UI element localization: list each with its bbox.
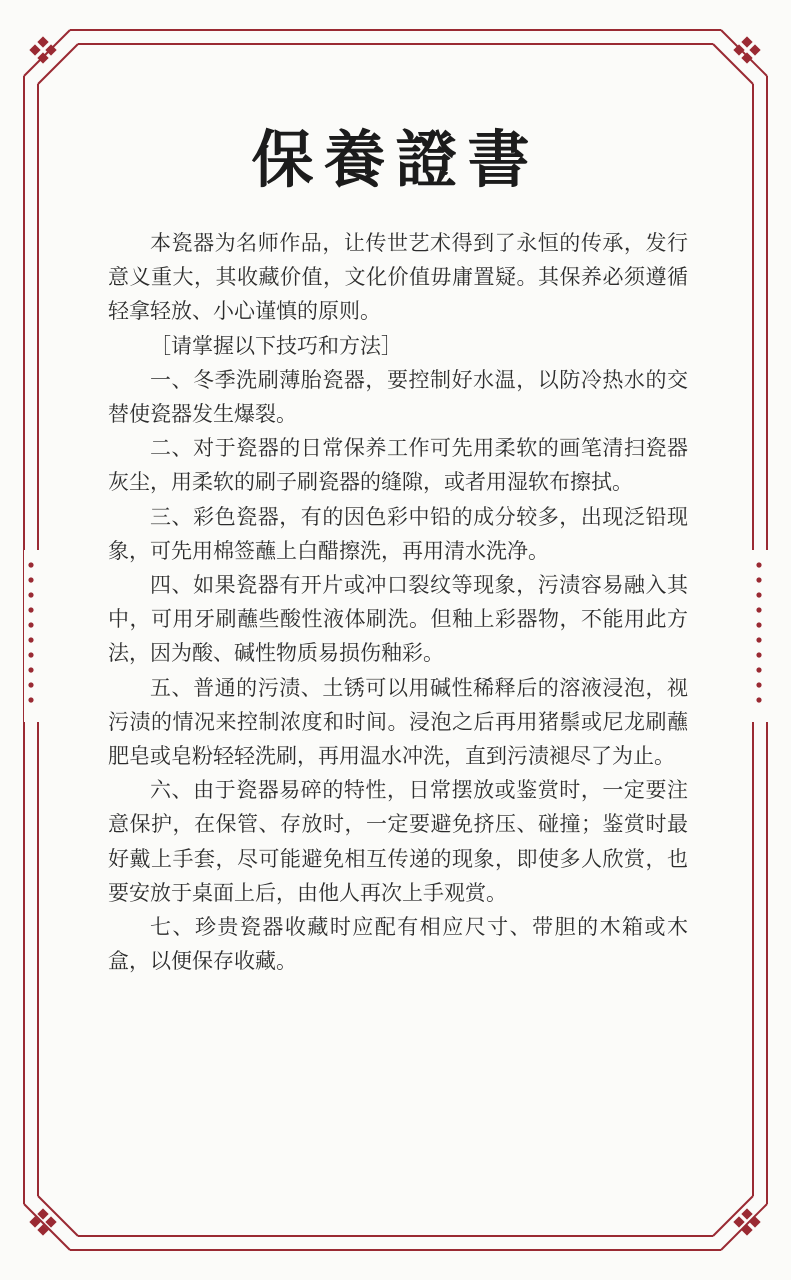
- care-item-5: 五、普通的污渍、土锈可以用碱性稀释后的溶液浸泡，视污渍的情况来控制浓度和时间。浸泡之后再用猪鬃或尼龙刷蘸肥皂或皂粉轻轻洗刷，再用温水冲洗，直到污渍褪尽了为止。: [108, 675, 688, 769]
- care-item-6: 六、由于瓷器易碎的特性，日常摆放或鉴赏时，一定要注意保护，在保管、存放时，一定要避免挤压、碰撞；鉴赏时最好戴上手套，尽可能避免相互传递的现象，即使多人欣赏，也要安放于桌面上后，由他人再次上手观赏。: [108, 778, 688, 905]
- care-item-1: 一、冬季洗刷薄胎瓷器，要控制好水温，以防冷热水的交替使瓷器发生爆裂。: [108, 367, 688, 427]
- care-item-3: 三、彩色瓷器，有的因色彩中铅的成分较多，出现泛铅现象，可先用棉签蘸上白醋擦洗，再用清水洗净。: [108, 504, 688, 563]
- care-item-7: 七、珍贵瓷器收藏时应配有相应尺寸、带胆的木箱或木盒，以便保存收藏。: [108, 915, 688, 974]
- methods-heading: ［请掌握以下技巧和方法］: [150, 333, 402, 358]
- side-dots-right-icon: [752, 550, 768, 722]
- intro-paragraph: 本瓷器为名师作品，让传世艺术得到了永恒的传承，发行意义重大，其收藏价值，文化价值毋庸置疑。其保养必须遵循轻拿轻放、小心谨慎的原则。: [108, 231, 688, 324]
- corner-ornament-icon: [29, 36, 56, 63]
- certificate-body: [108, 226, 688, 978]
- corner-ornament-icon: [733, 36, 760, 63]
- page-title: 保養證書: [251, 123, 540, 196]
- care-item-2: 二、对于瓷器的日常保养工作可先用柔软的画笔清扫瓷器灰尘，用柔软的刷子刷瓷器的缝隙，或者用湿软布擦拭。: [108, 436, 688, 495]
- side-dots-left-icon: [24, 550, 40, 722]
- care-item-4: 四、如果瓷器有开片或冲口裂纹等现象，污渍容易融入其中，可用牙刷蘸些酸性液体刷洗。但釉上彩器物，不能用此方法，因为酸、碱性物质易损伤釉彩。: [108, 573, 688, 666]
